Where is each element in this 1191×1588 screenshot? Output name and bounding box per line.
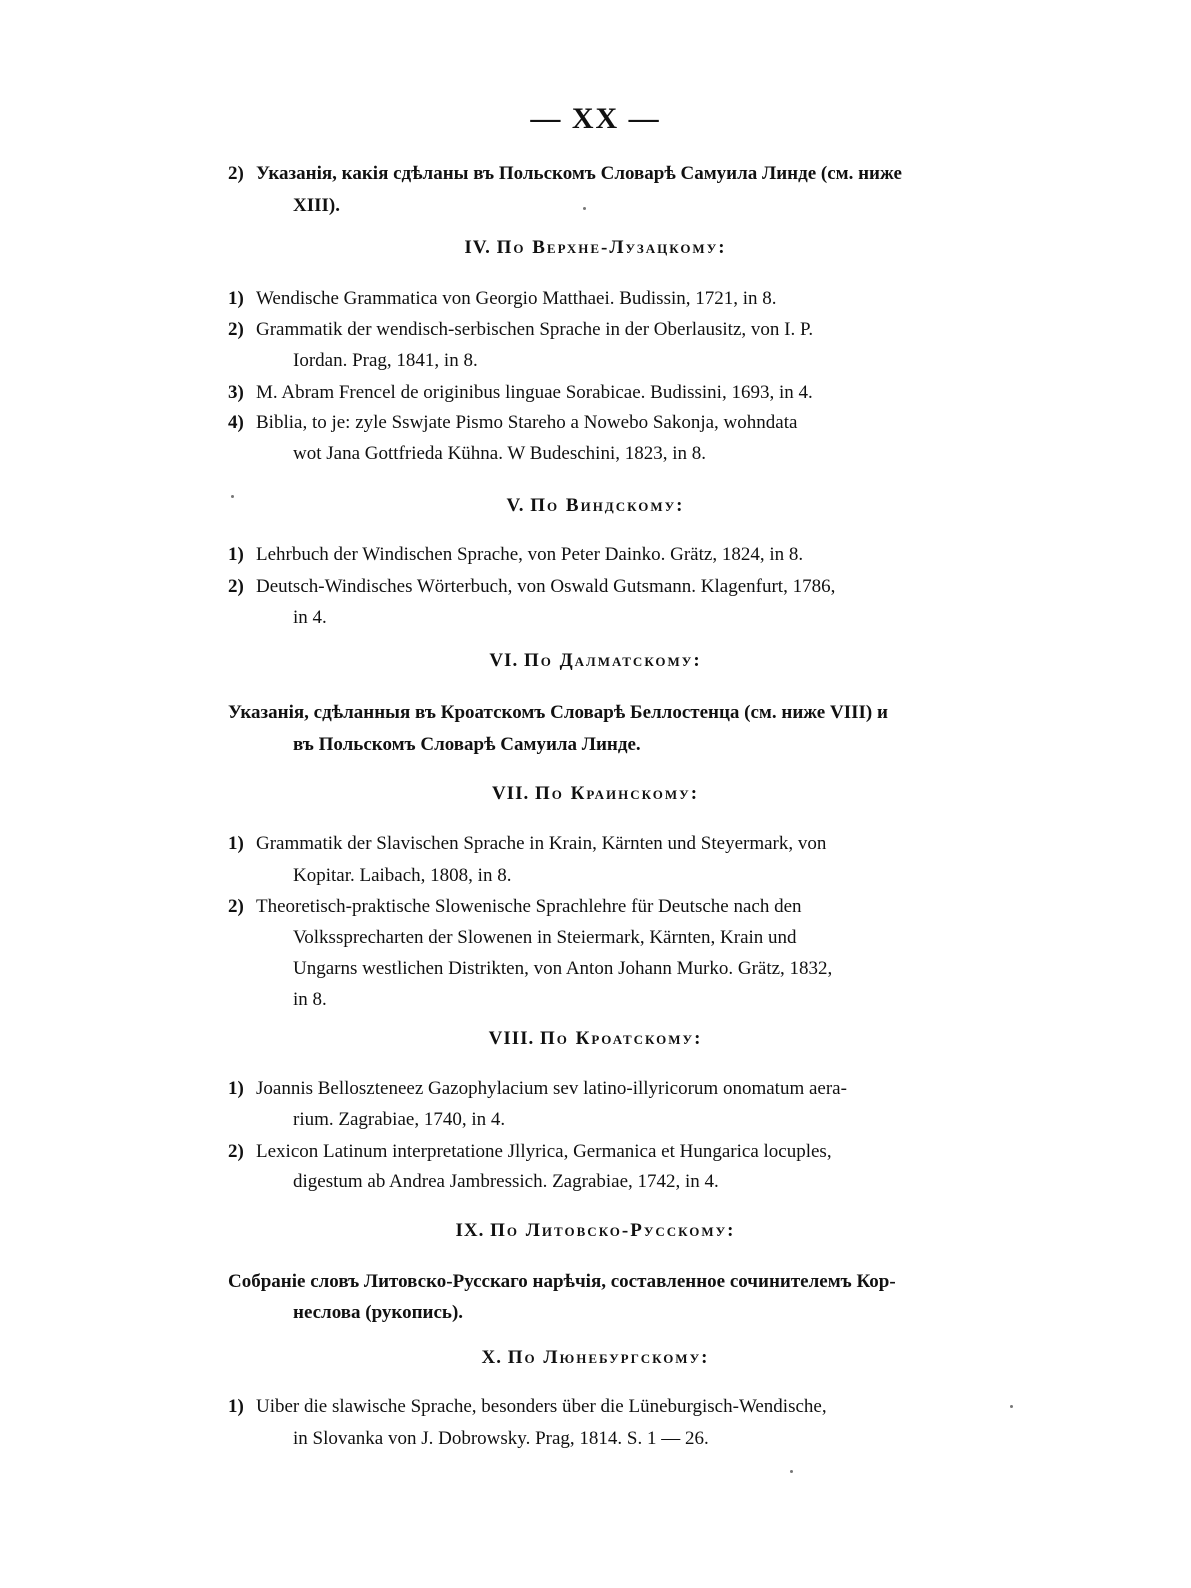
entry-line: неслова (рукопись). xyxy=(293,1302,464,1323)
section-heading-ix: IX. По Литовско-Русскому: xyxy=(455,1220,736,1241)
entry-line: 1) Grammatik der Slavischen Sprache in Krain, Kärnten und Steyermark, von xyxy=(228,833,827,854)
entry-line: in 4. xyxy=(293,607,327,628)
entry-line: Kopitar. Laibach, 1808, in 8. xyxy=(293,865,512,886)
entry-line: 2) Grammatik der wendisch-serbischen Sprache in der Oberlausitz, von I. P. xyxy=(228,319,814,340)
section-heading-x: X. По Люнебургскому: xyxy=(481,1347,710,1368)
entry-line: 1) Joannis Belloszteneez Gazophylacium sev latino-illyricorum onomatum aera- xyxy=(228,1078,847,1099)
section-heading-iv: IV. По Верхне-Лузацкому: xyxy=(464,237,727,258)
section-heading-vi: VI. По Далматскому: xyxy=(489,650,702,671)
entry-line: въ Польскомъ Словарѣ Самуила Линде. xyxy=(293,734,641,755)
entry-line: rium. Zagrabiae, 1740, in 4. xyxy=(293,1109,506,1130)
entry-line: in Slovanka von J. Dobrowsky. Prag, 1814. S. 1 — 26. xyxy=(293,1428,709,1449)
entry-line: 2) Deutsch-Windisches Wörterbuch, von Oswald Gutsmann. Klagenfurt, 1786, xyxy=(228,576,836,597)
speck xyxy=(231,495,234,498)
entry-line: XIII). xyxy=(293,195,340,216)
section-heading-vii: VII. По Краинскому: xyxy=(491,783,700,804)
speck xyxy=(1010,1405,1013,1408)
entry-line: Собраніе словъ Литовско-Русскаго нарѣчія, составленное сочинителемъ Кор- xyxy=(228,1271,896,1292)
speck xyxy=(790,1470,793,1473)
entry-line: 1) Uiber die slawische Sprache, besonders über die Lüneburgisch-Wendische, xyxy=(228,1396,827,1417)
entry-line: digestum ab Andrea Jambressich. Zagrabiae, 1742, in 4. xyxy=(293,1171,719,1192)
entry-line: wot Jana Gottfrieda Kühna. W Budeschini, 1823, in 8. xyxy=(293,443,707,464)
speck xyxy=(583,207,586,210)
entry-line: 4) Biblia, to je: zyle Sswjate Pismo Stareho a Nowebo Sakonja, wohndata xyxy=(228,412,798,433)
entry-line: 1) Lehrbuch der Windischen Sprache, von Peter Dainko. Grätz, 1824, in 8. xyxy=(228,544,804,565)
entry-line: in 8. xyxy=(293,989,327,1010)
entry-line: 1) Wendische Grammatica von Georgio Matthaei. Budissin, 1721, in 8. xyxy=(228,288,777,309)
entry-line: Указанія, сдѣланныя въ Кроатскомъ Словарѣ Беллостенца (см. ниже VIII) и xyxy=(228,702,888,723)
page-header: — XX — xyxy=(530,102,661,135)
entry-line: Volkssprecharten der Slowenen in Steiermark, Kärnten, Krain und xyxy=(293,927,797,948)
entry-line: 3) M. Abram Frencel de originibus linguae Sorabicae. Budissini, 1693, in 4. xyxy=(228,382,813,403)
section-heading-viii: VIII. По Кроатскому: xyxy=(488,1028,703,1049)
entry-line: 2) Theoretisch-praktische Slowenische Sprachlehre für Deutsche nach den xyxy=(228,896,802,917)
entry-line: Iordan. Prag, 1841, in 8. xyxy=(293,350,478,371)
entry-number: 2) xyxy=(228,163,244,184)
section-heading-v: V. По Виндскому: xyxy=(506,495,685,516)
entry-line: 2) Lexicon Latinum interpretatione Jllyrica, Germanica et Hungarica locuples, xyxy=(228,1141,832,1162)
entry-line: Ungarns westlichen Distrikten, von Anton Johann Murko. Grätz, 1832, xyxy=(293,958,833,979)
entry-line: 2) Указанія, какія сдѣланы въ Польскомъ Словарѣ Самуила Линде (см. ниже xyxy=(228,158,1008,189)
